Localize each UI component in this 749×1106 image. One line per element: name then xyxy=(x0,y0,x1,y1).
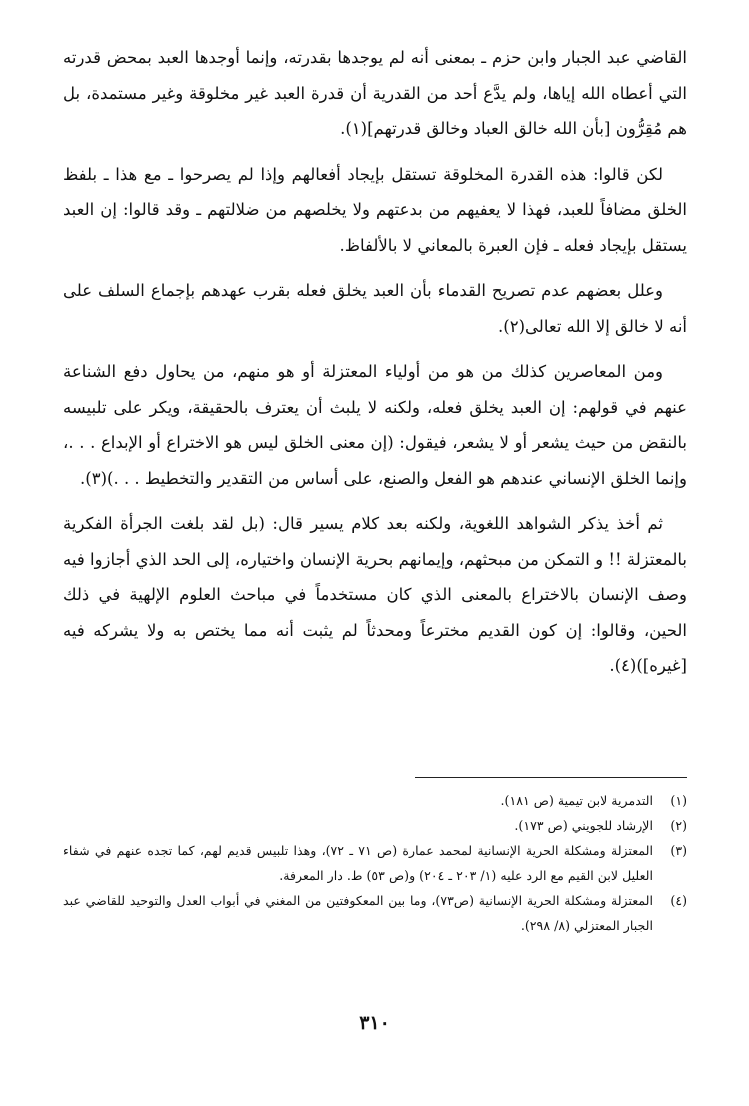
page-number: ٣١٠ xyxy=(359,1012,390,1034)
footnote-divider xyxy=(415,777,687,778)
paragraph-1: القاضي عبد الجبار وابن حزم ـ بمعنى أنه لم يوجدها بقدرته، وإنما أوجدها العبد بمحض قدرته التي أعطاه الله إياها، ولم يدَّع أحد من القدرية أن قدرة العبد غير مخلوقة وغير مستمدة، بل هم مُقِرُّون [بأن الله خالق العباد وخالق قدرتهم](١). xyxy=(63,48,687,138)
footnote-3 xyxy=(63,838,687,888)
footnote-text: المعتزلة ومشكلة الحرية الإنسانية لمحمد عمارة (ص ٧١ ـ ٧٢)، وهذا تلبيس قديم لهم، كما تجده عنهم في شفاء العليل لابن القيم مع الرد عليه (١/ ٢٠٣ ـ ٢٠٤) و(ص ٥٣) ط. دار المعرفة. xyxy=(63,843,653,883)
footnote-number: (٣) xyxy=(670,843,687,858)
footnote-4 xyxy=(63,888,687,938)
paragraph-3: وعلل بعضهم عدم تصريح القدماء بأن العبد يخلق فعله بقرب عهدهم بإجماع السلف على أنه لا خالق إلا الله تعالى(٢). xyxy=(63,281,687,336)
footnote-number: (٢) xyxy=(670,818,687,833)
footnote-number: (٤) xyxy=(670,893,687,908)
paragraph-2: لكن قالوا: هذه القدرة المخلوقة تستقل بإيجاد أفعالهم وإذا لم يصرحوا ـ مع هذا ـ بلفظ الخلق مضافاً للعبد، فهذا لا يعفيهم من بدعتهم ولا يخلصهم من ضلالتهم ـ وقد قالوا: إن العبد يستقل بإيجاد فعله ـ فإن العبرة بالمعاني لا بالألفاظ. xyxy=(63,164,687,255)
footnotes xyxy=(63,788,687,938)
footnote-number: (١) xyxy=(670,793,687,808)
paragraph-4: ومن المعاصرين كذلك من هو من أولياء المعتزلة أو هو منهم، من يحاول دفع الشناعة عنهم في قولهم: إن العبد يخلق فعله، ولكنه لا يلبث أن يعترف بالحقيقة، ويكر على تلبيسه بالنقض من حيث يشعر أو لا يشعر، فيقول: (إن معنى الخلق ليس هو الاختراع أو الإبداع . . .، وإنما الخلق الإنساني عندهم هو الفعل والصنع، على أساس من التقدير والتخطيط . . .)(٣). xyxy=(63,362,687,488)
footnote-text: التدمرية لابن تيمية (ص ١٨١). xyxy=(500,793,653,808)
footnote-text: المعتزلة ومشكلة الحرية الإنسانية (ص٧٣)، وما بين المعكوفتين من المغني في أبواب العدل والتوحيد للقاضي عبد الجبار المعتزلي (٨/ ٢٩٨). xyxy=(63,893,653,933)
footnote-1 xyxy=(63,788,687,813)
footnote-text: الإرشاد للجويني (ص ١٧٣). xyxy=(514,818,653,833)
paragraph-5: ثم أخذ يذكر الشواهد اللغوية، ولكنه بعد كلام يسير قال: (بل لقد بلغت الجرأة الفكرية بالمعتزلة !! و التمكن من مبحثهم، وإيمانهم بحرية الإنسان واختياره، إلى الحد الذي أجازوا فيه وصف الإنسان بالاختراع بالمعنى الذي كان مستخدماً في مباحث العلوم الإلهية في ذلك الحين، وقالوا: إن كون القديم مخترعاً ومحدثاً لم يثبت أنه مما يختص به ولا يشركه فيه [غيره])(٤). xyxy=(63,514,687,675)
main-text xyxy=(63,40,687,694)
footnote-2 xyxy=(63,813,687,838)
